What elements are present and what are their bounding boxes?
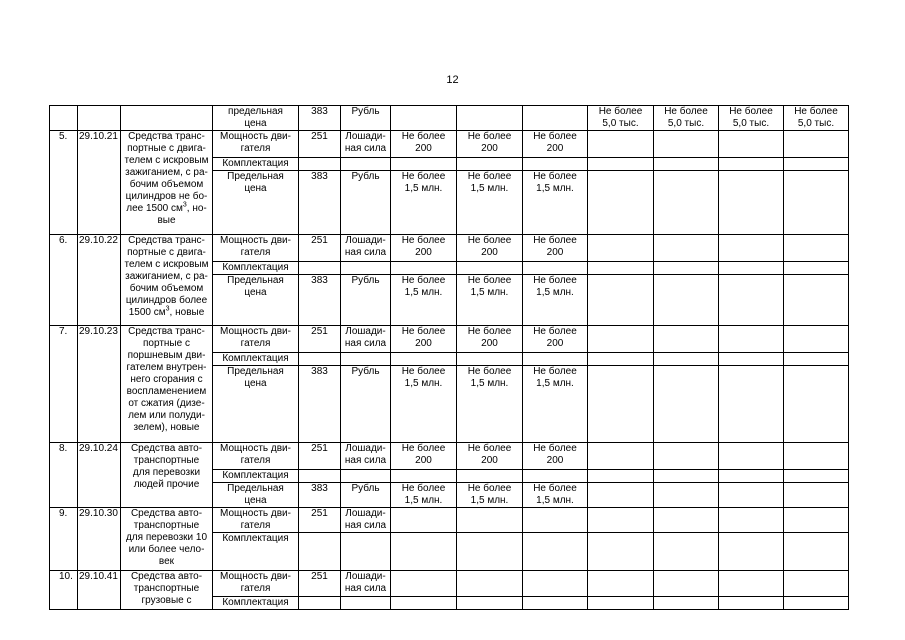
cell-value <box>391 443 457 470</box>
cell-value-empty <box>784 571 849 597</box>
cell-value-empty <box>784 597 849 610</box>
cell-value-text: Не более 200 <box>533 443 577 466</box>
cell-value <box>391 235 457 262</box>
cell-num <box>50 326 78 443</box>
cell-value-empty <box>654 275 719 326</box>
cell-code <box>78 131 121 235</box>
cell-characteristic-text: Предельная цена <box>227 275 284 298</box>
cell-value-text: Не более 5,0 тыс. <box>598 106 643 129</box>
table-row-power <box>50 571 905 597</box>
cell-characteristic <box>213 571 299 597</box>
cell-value-empty <box>784 262 849 275</box>
table-body <box>50 106 905 610</box>
cell-value-text: Не более 1,5 млн. <box>401 366 446 389</box>
cell-value-empty <box>784 131 849 158</box>
cell-name-text: Средства транс- портные с двига- телем с искровым зажиганием, с ра- бочим объемом цилиндров не бо- лее 1500 см <box>124 131 209 214</box>
cell-okei-text: 251 <box>311 131 328 142</box>
cell-num <box>50 131 78 235</box>
cell-value-empty <box>299 158 341 171</box>
cell-characteristic-text: Комплектация <box>222 597 289 608</box>
cell-value-empty <box>719 597 784 610</box>
requirements-table <box>49 105 905 610</box>
cell-name-superscript: 3 <box>165 305 170 313</box>
cell-okei <box>299 106 341 131</box>
cell-value-empty <box>341 597 391 610</box>
cell-characteristic-text: предельная цена <box>228 106 283 129</box>
cell-okei-text: 251 <box>311 508 328 519</box>
cell-num-text: 9. <box>59 508 68 519</box>
cell-num <box>50 443 78 508</box>
cell-value-empty <box>588 171 654 235</box>
cell-value-empty <box>588 443 654 470</box>
cell-value-empty <box>784 483 849 508</box>
cell-value-empty <box>784 158 849 171</box>
cell-value <box>457 443 523 470</box>
page-number: 12 <box>446 74 459 86</box>
cell-num <box>50 235 78 326</box>
cell-value-empty <box>391 262 457 275</box>
cell-value-empty <box>588 533 654 571</box>
cell-num-text: 7. <box>59 326 68 337</box>
cell-characteristic <box>213 131 299 158</box>
cell-characteristic <box>213 483 299 508</box>
cell-name <box>121 443 213 508</box>
cell-value <box>523 366 588 443</box>
cell-characteristic-text: Мощность дви- гателя <box>220 235 291 258</box>
cell-value-empty <box>719 262 784 275</box>
cell-name <box>121 326 213 443</box>
table-row-power <box>50 508 905 533</box>
cell-value <box>391 326 457 353</box>
cell-value-empty <box>784 366 849 443</box>
cell-characteristic-text: Комплектация <box>222 353 289 364</box>
cell-value-empty <box>391 597 457 610</box>
cell-okei-text: 383 <box>311 106 328 117</box>
cell-characteristic-text: Предельная цена <box>227 483 284 506</box>
cell-characteristic <box>213 326 299 353</box>
cell-value-empty <box>784 326 849 353</box>
cell-unit <box>341 326 391 353</box>
cell-value-empty <box>784 171 849 235</box>
cell-value-text: Не более 1,5 млн. <box>401 171 446 194</box>
cell-code <box>78 443 121 508</box>
cell-characteristic <box>213 443 299 470</box>
cell-value-empty <box>719 131 784 158</box>
cell-value-empty <box>719 158 784 171</box>
cell-characteristic-text: Комплектация <box>222 262 289 273</box>
cell-value-empty <box>588 366 654 443</box>
cell-characteristic <box>213 353 299 366</box>
cell-name-superscript: 3 <box>182 201 187 209</box>
cell-name <box>121 131 213 235</box>
cell-value-empty <box>654 366 719 443</box>
cell-characteristic <box>213 366 299 443</box>
cell-value-empty <box>719 571 784 597</box>
table-row-power <box>50 131 905 158</box>
cell-characteristic <box>213 158 299 171</box>
cell-characteristic-text: Мощность дви- гателя <box>220 508 291 531</box>
cell-value-text: Не более 1,5 млн. <box>467 171 512 194</box>
cell-code-text: 29.10.41 <box>79 571 118 582</box>
cell-value-text: Не более 200 <box>533 131 577 154</box>
cell-unit-text: Лошади- ная сила <box>344 508 387 531</box>
cell-value <box>391 483 457 508</box>
cell-characteristic-text: Предельная цена <box>227 366 284 389</box>
cell-okei <box>299 571 341 597</box>
cell-value-empty <box>391 508 457 533</box>
table-row-power <box>50 235 905 262</box>
cell-value <box>523 275 588 326</box>
cell-value-empty <box>523 353 588 366</box>
cell-unit <box>341 275 391 326</box>
cell-value-empty <box>719 326 784 353</box>
cell-value-empty <box>654 571 719 597</box>
cell-value-empty <box>523 533 588 571</box>
cell-value <box>391 131 457 158</box>
cell-value-empty <box>523 508 588 533</box>
cell-code-text: 29.10.30 <box>79 508 118 519</box>
cell-unit-text: Рубль <box>351 171 380 182</box>
table-row-power <box>50 443 905 470</box>
cell-value <box>457 483 523 508</box>
cell-value-text: Не более 200 <box>401 131 446 154</box>
cell-value-text: Не более 5,0 тыс. <box>729 106 773 129</box>
cell-num-text: 10. <box>59 571 73 582</box>
cell-value-text: Не более 200 <box>467 235 512 258</box>
cell-value-text: Не более 1,5 млн. <box>401 483 446 506</box>
cell-value-text: Не более 200 <box>401 235 446 258</box>
cell-value-empty <box>719 275 784 326</box>
cell-value-empty <box>654 533 719 571</box>
cell-code-text: 29.10.22 <box>79 235 118 246</box>
cell-value-empty <box>654 171 719 235</box>
cell-num-empty <box>50 106 78 131</box>
cell-characteristic-text: Мощность дви- гателя <box>220 326 291 349</box>
cell-value-empty <box>391 571 457 597</box>
cell-characteristic-text: Комплектация <box>222 533 289 544</box>
cell-value-text: Не более 1,5 млн. <box>533 366 577 389</box>
cell-value <box>523 483 588 508</box>
cell-unit <box>341 571 391 597</box>
cell-unit-text: Лошади- ная сила <box>344 235 387 258</box>
cell-num <box>50 508 78 571</box>
cell-okei <box>299 275 341 326</box>
cell-unit-text: Рубль <box>351 366 380 377</box>
cell-characteristic <box>213 275 299 326</box>
cell-value-empty <box>341 470 391 483</box>
cell-value-empty <box>654 597 719 610</box>
cell-characteristic-text: Мощность дви- гателя <box>220 443 291 466</box>
cell-value-empty <box>299 353 341 366</box>
cell-okei <box>299 171 341 235</box>
cell-code <box>78 508 121 571</box>
cell-code-text: 29.10.23 <box>79 326 118 337</box>
cell-characteristic-text: Мощность дви- гателя <box>220 571 291 594</box>
cell-name-text: Средства транс- портные с поршневым дви- гателем внутрен- него сгорания с воспламенением от сжатия (дизе- лем или полуди- зелем), новые <box>126 326 207 433</box>
cell-value-empty <box>391 533 457 571</box>
cell-okei-text: 383 <box>311 483 328 494</box>
cell-value <box>523 235 588 262</box>
cell-okei-text: 251 <box>311 326 328 337</box>
cell-unit <box>341 106 391 131</box>
cell-value-empty <box>299 470 341 483</box>
cell-unit-text: Лошади- ная сила <box>344 571 387 594</box>
cell-value-empty <box>719 353 784 366</box>
cell-value-empty <box>719 366 784 443</box>
cell-value-text: Не более 200 <box>401 443 446 466</box>
cell-characteristic <box>213 235 299 262</box>
cell-value-empty <box>784 470 849 483</box>
cell-value-empty <box>588 508 654 533</box>
table-row-power <box>50 326 905 353</box>
cell-value-empty <box>523 158 588 171</box>
cell-value-empty <box>654 235 719 262</box>
cell-value-text: Не более 5,0 тыс. <box>664 106 708 129</box>
cell-value-empty <box>654 508 719 533</box>
cell-value-empty <box>588 158 654 171</box>
cell-value-empty <box>654 443 719 470</box>
cell-name-text: Средства авто- транспортные грузовые с <box>130 571 203 606</box>
cell-value-empty <box>588 483 654 508</box>
cell-value-empty <box>391 106 457 131</box>
cell-okei <box>299 235 341 262</box>
cell-value-empty <box>391 158 457 171</box>
cell-code <box>78 571 121 610</box>
cell-value-empty <box>341 158 391 171</box>
cell-num-text: 5. <box>59 131 68 142</box>
cell-characteristic <box>213 508 299 533</box>
cell-value-text: Не более 200 <box>533 326 577 349</box>
cell-value-empty <box>299 533 341 571</box>
cell-name-text: Средства авто- транспортные для перевозки 10 или более чело- век <box>125 508 208 567</box>
cell-okei <box>299 131 341 158</box>
cell-value-text: Не более 5,0 тыс. <box>794 106 838 129</box>
cell-okei-text: 383 <box>311 171 328 182</box>
cell-unit <box>341 366 391 443</box>
cell-value-empty <box>784 235 849 262</box>
cell-value-empty <box>654 353 719 366</box>
cell-value-empty <box>457 262 523 275</box>
cell-value-empty <box>457 106 523 131</box>
cell-value <box>457 275 523 326</box>
cell-value-text: Не более 1,5 млн. <box>533 171 577 194</box>
cell-name <box>121 508 213 571</box>
cell-value <box>588 106 654 131</box>
cell-okei-text: 251 <box>311 443 328 454</box>
cell-value-empty <box>588 571 654 597</box>
cell-value-empty <box>457 470 523 483</box>
cell-value-empty <box>457 533 523 571</box>
table-row-continued <box>50 106 905 131</box>
cell-unit-text: Лошади- ная сила <box>344 326 387 349</box>
cell-okei-text: 251 <box>311 235 328 246</box>
cell-value-empty <box>784 443 849 470</box>
cell-value <box>391 171 457 235</box>
cell-value-empty <box>719 533 784 571</box>
cell-num <box>50 571 78 610</box>
cell-value-empty <box>341 353 391 366</box>
cell-value-empty <box>784 508 849 533</box>
cell-characteristic <box>213 171 299 235</box>
cell-unit-text: Рубль <box>351 106 380 117</box>
cell-value-empty <box>719 235 784 262</box>
cell-unit <box>341 131 391 158</box>
cell-value-empty <box>523 470 588 483</box>
cell-characteristic <box>213 533 299 571</box>
cell-value-empty <box>654 131 719 158</box>
cell-value-empty <box>654 483 719 508</box>
cell-value-text: Не более 200 <box>401 326 446 349</box>
cell-code-text: 29.10.24 <box>79 443 118 454</box>
cell-value-empty <box>588 353 654 366</box>
cell-unit <box>341 508 391 533</box>
cell-characteristic <box>213 470 299 483</box>
cell-value-empty <box>654 262 719 275</box>
cell-value-text: Не более 1,5 млн. <box>467 275 512 298</box>
cell-okei <box>299 366 341 443</box>
cell-value-empty <box>719 171 784 235</box>
cell-value-empty <box>588 275 654 326</box>
cell-name-text: Средства транс- портные с двига- телем с искровым зажиганием, с ра- бочим объемом цилиндров более 1500 см <box>124 235 209 318</box>
cell-unit <box>341 443 391 470</box>
cell-okei <box>299 326 341 353</box>
cell-value-empty <box>588 597 654 610</box>
cell-value-text: Не более 1,5 млн. <box>533 275 577 298</box>
cell-value-empty <box>391 353 457 366</box>
cell-name-text-end: , новые <box>169 307 205 318</box>
cell-value <box>457 235 523 262</box>
cell-value-empty <box>784 275 849 326</box>
cell-value <box>523 326 588 353</box>
cell-value-text: Не более 200 <box>467 443 512 466</box>
cell-value-empty <box>523 262 588 275</box>
cell-value-empty <box>457 508 523 533</box>
cell-characteristic <box>213 262 299 275</box>
cell-num-text: 8. <box>59 443 68 454</box>
cell-okei-text: 251 <box>311 571 328 582</box>
cell-value-text: Не более 200 <box>533 235 577 258</box>
cell-code <box>78 235 121 326</box>
cell-characteristic-text: Комплектация <box>222 158 289 169</box>
cell-value <box>391 366 457 443</box>
cell-characteristic-text: Комплектация <box>222 470 289 481</box>
cell-value-text: Не более 1,5 млн. <box>533 483 577 506</box>
cell-value <box>719 106 784 131</box>
cell-value-empty <box>719 443 784 470</box>
cell-value-text: Не более 1,5 млн. <box>467 483 512 506</box>
cell-value-empty <box>784 533 849 571</box>
cell-value-empty <box>719 483 784 508</box>
cell-value <box>391 275 457 326</box>
cell-unit-text: Лошади- ная сила <box>344 443 387 466</box>
cell-value-empty <box>588 326 654 353</box>
cell-value-empty <box>654 158 719 171</box>
cell-value-empty <box>457 597 523 610</box>
cell-value-empty <box>341 533 391 571</box>
cell-value-empty <box>299 597 341 610</box>
cell-value-empty <box>588 262 654 275</box>
cell-value-empty <box>341 262 391 275</box>
cell-value <box>457 131 523 158</box>
cell-characteristic <box>213 597 299 610</box>
cell-value <box>523 443 588 470</box>
cell-okei <box>299 483 341 508</box>
cell-value-empty <box>391 470 457 483</box>
cell-value <box>457 171 523 235</box>
cell-value <box>457 366 523 443</box>
cell-value-empty <box>299 262 341 275</box>
cell-value-empty <box>523 597 588 610</box>
cell-code-text: 29.10.21 <box>79 131 118 142</box>
cell-okei <box>299 443 341 470</box>
cell-value-empty <box>523 106 588 131</box>
cell-value-empty <box>654 326 719 353</box>
cell-unit-text: Рубль <box>351 275 380 286</box>
cell-unit <box>341 483 391 508</box>
cell-characteristic <box>213 106 299 131</box>
cell-characteristic-text: Предельная цена <box>227 171 284 194</box>
cell-value <box>457 326 523 353</box>
cell-value <box>784 106 849 131</box>
cell-code <box>78 326 121 443</box>
cell-value-empty <box>457 571 523 597</box>
cell-name <box>121 235 213 326</box>
cell-okei <box>299 508 341 533</box>
cell-unit-text: Лошади- ная сила <box>344 131 387 154</box>
cell-num-text: 6. <box>59 235 68 246</box>
cell-characteristic-text: Мощность дви- гателя <box>220 131 291 154</box>
cell-unit-text: Рубль <box>351 483 380 494</box>
cell-value-empty <box>588 131 654 158</box>
cell-value <box>654 106 719 131</box>
cell-value-text: Не более 1,5 млн. <box>401 275 446 298</box>
cell-value-empty <box>719 508 784 533</box>
cell-value <box>523 171 588 235</box>
cell-value-empty <box>784 353 849 366</box>
cell-value-text: Не более 200 <box>467 326 512 349</box>
cell-value-empty <box>588 235 654 262</box>
cell-okei-text: 383 <box>311 366 328 377</box>
cell-value <box>523 131 588 158</box>
cell-code-empty <box>78 106 121 131</box>
cell-value-empty <box>719 470 784 483</box>
cell-value-text: Не более 1,5 млн. <box>467 366 512 389</box>
cell-name-text: Средства авто- транспортные для перевозки людей прочие <box>130 443 203 490</box>
cell-unit <box>341 235 391 262</box>
cell-value-empty <box>523 571 588 597</box>
cell-name <box>121 571 213 610</box>
cell-okei-text: 383 <box>311 275 328 286</box>
cell-value-empty <box>457 158 523 171</box>
cell-value-empty <box>588 470 654 483</box>
cell-value-text: Не более 200 <box>467 131 512 154</box>
cell-unit <box>341 171 391 235</box>
cell-value-empty <box>457 353 523 366</box>
cell-value-empty <box>654 470 719 483</box>
cell-name-empty <box>121 106 213 131</box>
cell-name-text-end: , но- вые <box>157 203 207 226</box>
